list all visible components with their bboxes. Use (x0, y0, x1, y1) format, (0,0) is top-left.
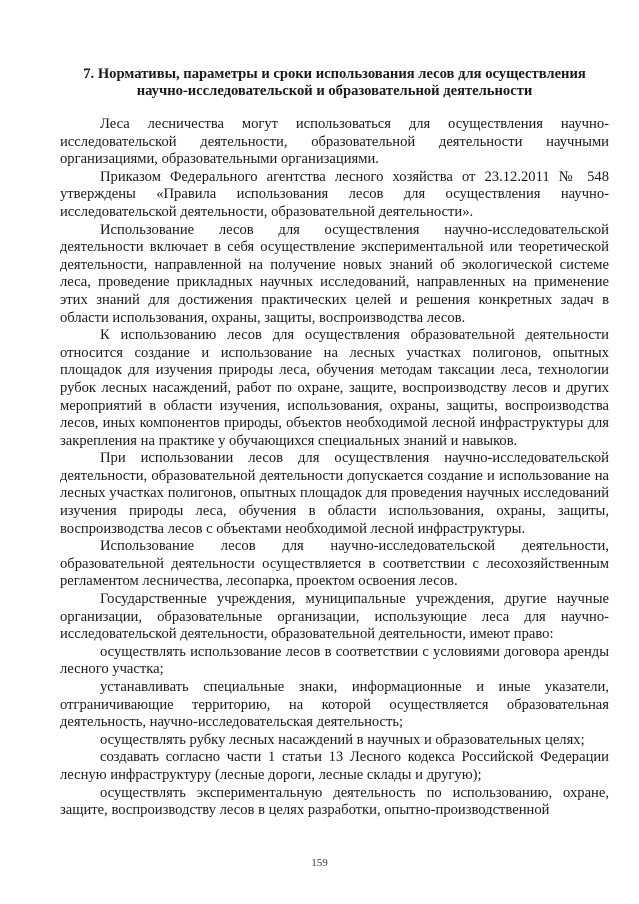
list-item-4: создавать согласно части 1 статьи 13 Лесного кодекса Российской Федерации лесную инфраструктуру (лесные дороги, лесные склады и другую); (60, 749, 609, 783)
list-item-3: осуществлять рубку лесных насаждений в научных и образовательных целях; (100, 731, 585, 748)
paragraph-6: Использование лесов для научно-исследовательской деятельности, образовательной деятельности осуществляется в соответствии с лесохозяйственным регламентом лесничества, лесопарка, проектом освоения лесов. (60, 538, 609, 590)
paragraph-2: Приказом Федерального агентства лесного хозяйства от 23.12.2011 № 548 утверждены «Правила использования лесов для осуществления научно-исследовательской деятельности, образовательной деятельности». (60, 168, 609, 220)
paragraph-7: Государственные учреждения, муниципальные учреждения, другие научные организации, образовательные организации, использующие леса для научно-исследовательской деятельности, образовательной деятельности, имеют право: (60, 591, 609, 643)
paragraph-3: Использование лесов для осуществления научно-исследовательской деятельности включает в себя осуществление экспериментальной или теоретической деятельности, направленной на получение новых знаний об экологической системе леса, проведение прикладных научных исследований, направленных на применение этих знаний для достижения практических целей и решения конкретных задач в области использования, охраны, защиты, воспроизводства лесов. (60, 221, 609, 326)
list-item-1: осуществлять использование лесов в соответствии с условиями договора аренды лесного участка; (60, 643, 609, 678)
list-item-2: устанавливать специальные знаки, информационные и иные указатели, отграничивающие территорию, на которой осуществляется образовательная деятельность, научно-исследовательская деятельность; (60, 679, 609, 731)
document-body (60, 116, 609, 820)
paragraph-1: Леса лесничества могут использоваться для осуществления научно-исследовательской деятельности, образовательной деятельности научными организациями, образовательными организациями. (60, 116, 609, 168)
paragraph-5: При использовании лесов для осуществления научно-исследовательской деятельности, образовательной деятельности допускается создание и использование на лесных участках полигонов, опытных площадок для проведения научных исследований изучения природы леса, обучения в области использования, охраны, защиты, воспроизводства лесов с объектами необходимой лесной инфраструктуры. (60, 450, 609, 537)
list-item-5: осуществлять экспериментальную деятельность по использованию, охране, защите, воспроизводству лесов в целях разработки, опытно-производственной (60, 784, 609, 819)
section-title: 7. Нормативы, параметры и сроки использования лесов для осуществления научно-исследовательской и образовательной деятельности (83, 66, 586, 99)
page-number: 159 (311, 857, 328, 869)
paragraph-4: К использованию лесов для осуществления образовательной деятельности относится создание и использование на лесных участках полигонов, опытных площадок для изучения природы леса, обучения методам таксации леса, технологии рубок лесных насаждений, работ по охране, защите, воспроизводству лесов и других мероприятий в области изучения, использования, охраны, защиты, воспроизводства лесов, иных компонентов природы, объектов необходимой лесной инфраструктуры для закрепления на практике у обучающихся специальных знаний и навыков. (60, 327, 609, 449)
